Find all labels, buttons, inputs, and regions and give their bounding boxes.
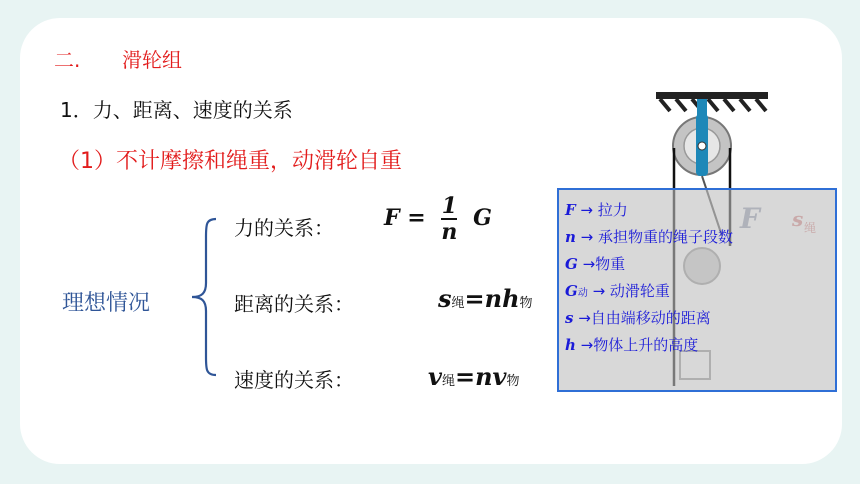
section-heading [54,44,182,73]
speed-lhs-sub: 绳 [441,374,455,389]
force-lhs: F [384,205,400,231]
legend-item: G动 → 动滑轮重 [565,282,670,300]
speed-lhs: v [428,362,442,391]
speed-rhs-sub: 物 [506,374,520,389]
distance-formula [438,284,533,313]
legend-item: n → 承担物重的绳子段数 [565,228,734,246]
force-relation-label: 力的关系： [234,216,334,240]
distance-lhs: s [438,284,452,313]
legend-item: s →自由端移动的距离 [565,309,711,327]
distance-eq: = [464,284,485,313]
legend-item: G →物重 [565,255,626,273]
subsection-heading: 1．力、距离、速度的关系 [60,98,293,122]
ideal-label: 理想情况 [62,291,151,316]
legend-item: h →物体上升的高度 [565,336,699,354]
section-title: 滑轮组 [122,48,182,72]
brace-icon [188,215,218,380]
speed-relation-label: 速度的关系： [234,368,354,392]
force-eq: = [407,205,426,231]
symbol-legend [557,188,837,392]
force-denominator: n [441,219,458,245]
force-numerator: 1 [441,193,458,219]
force-rhs: G [473,205,492,231]
condition-heading: （1）不计摩擦和绳重，动滑轮自重 [58,149,402,174]
distance-relation-label: 距离的关系： [234,292,354,316]
speed-formula [428,362,520,391]
legend-item: F → 拉力 [565,201,628,219]
section-number: 二. [54,48,81,72]
force-formula [384,194,492,244]
speed-rhs: nv [475,362,507,391]
distance-lhs-sub: 绳 [451,296,465,311]
ceiling-icon [656,92,768,111]
speed-eq: = [454,362,476,391]
fixed-pulley-icon [673,99,731,176]
force-fraction [441,194,457,244]
distance-rhs: nh [484,284,520,313]
distance-rhs-sub: 物 [519,296,533,311]
